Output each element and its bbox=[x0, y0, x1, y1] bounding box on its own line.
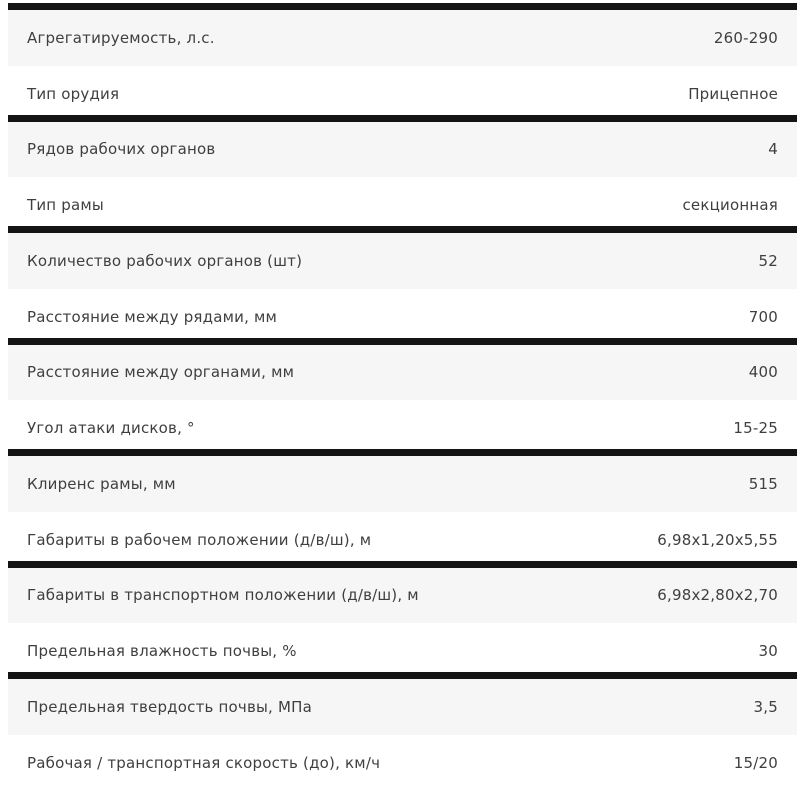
spec-label: Тип орудия bbox=[27, 84, 120, 103]
spec-value: секционная bbox=[682, 196, 778, 215]
spec-row bbox=[8, 679, 797, 735]
spec-label: Расстояние между рядами, мм bbox=[27, 307, 278, 326]
spec-row bbox=[8, 735, 797, 791]
spec-label: Клиренс рамы, мм bbox=[27, 474, 176, 493]
spec-row bbox=[8, 456, 797, 512]
spec-label: Расстояние между органами, мм bbox=[27, 363, 295, 382]
spec-row bbox=[8, 400, 797, 456]
spec-value: 260-290 bbox=[713, 28, 778, 47]
spec-label: Предельная влажность почвы, % bbox=[27, 642, 297, 661]
spec-value: 400 bbox=[748, 363, 778, 382]
spec-row bbox=[8, 289, 797, 345]
spec-row bbox=[8, 345, 797, 401]
spec-row bbox=[8, 623, 797, 679]
spec-row bbox=[8, 233, 797, 289]
spec-value: 30 bbox=[758, 642, 778, 661]
spec-label: Рабочая / транспортная скорость (до), км/ч bbox=[27, 753, 381, 772]
spec-value: 4 bbox=[768, 140, 778, 159]
spec-value: 700 bbox=[748, 307, 778, 326]
spec-value: 52 bbox=[758, 251, 778, 270]
spec-row bbox=[8, 10, 797, 66]
spec-label: Агрегатируемость, л.с. bbox=[27, 28, 215, 47]
spec-label: Рядов рабочих органов bbox=[27, 140, 216, 159]
spec-value: 15-25 bbox=[733, 419, 778, 438]
spec-value: 6,98х2,80х2,70 bbox=[657, 586, 778, 605]
spec-value: 15/20 bbox=[733, 753, 778, 772]
spec-label: Габариты в рабочем положении (д/в/ш), м bbox=[27, 530, 372, 549]
spec-row bbox=[8, 66, 797, 122]
spec-row bbox=[8, 512, 797, 568]
spec-value: 3,5 bbox=[753, 697, 778, 716]
spec-label: Предельная твердость почвы, МПа bbox=[27, 697, 312, 716]
spec-row bbox=[8, 177, 797, 233]
spec-label: Количество рабочих органов (шт) bbox=[27, 251, 303, 270]
spec-label: Габариты в транспортном положении (д/в/ш), м bbox=[27, 586, 419, 605]
specifications-table bbox=[8, 10, 797, 791]
spec-label: Угол атаки дисков, ° bbox=[27, 419, 195, 438]
spec-value: Прицепное bbox=[688, 84, 778, 103]
spec-value: 6,98х1,20х5,55 bbox=[657, 530, 778, 549]
spec-label: Тип рамы bbox=[27, 196, 104, 215]
spec-row bbox=[8, 122, 797, 178]
spec-value: 515 bbox=[748, 474, 778, 493]
spec-row bbox=[8, 568, 797, 624]
